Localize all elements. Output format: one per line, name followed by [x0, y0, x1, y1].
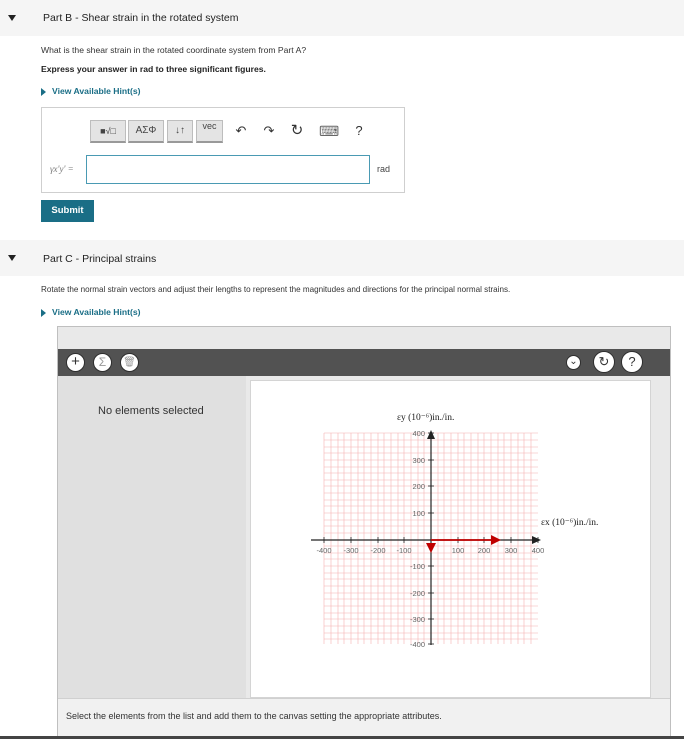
x-tick-label: -400 — [316, 546, 332, 555]
canvas-footer — [58, 698, 670, 738]
part-c-title: Part C - Principal strains — [43, 253, 157, 265]
x-strain-arrowhead[interactable] — [491, 535, 501, 545]
expand-triangle-icon — [41, 309, 46, 317]
y-tick-label: 400 — [412, 429, 425, 438]
undo-icon[interactable]: ↶ — [235, 123, 247, 138]
y-tick-label: 100 — [412, 509, 425, 518]
help-icon[interactable]: ? — [355, 123, 363, 138]
unit-label: rad — [377, 164, 391, 174]
x-tick-label: 100 — [451, 546, 465, 555]
part-b-title: Part B - Shear strain in the rotated system — [43, 12, 239, 24]
y-strain-arrowhead[interactable] — [426, 543, 436, 553]
answer-input[interactable] — [86, 155, 370, 184]
footer-instruction: Select the elements from the list and add them to the canvas setting the appropriate attributes. — [66, 711, 442, 721]
y-axis-label: εy (10⁻⁶)in./in. — [397, 413, 455, 423]
part-b-header[interactable] — [0, 0, 684, 36]
y-tick-label: -400 — [409, 640, 425, 649]
x-tick-label: 400 — [531, 546, 545, 555]
gamma-label: γx'y' = — [50, 164, 74, 174]
templates-button[interactable]: ■√□ — [90, 120, 126, 143]
y-tick-label: -200 — [409, 589, 425, 598]
hint-link-label: View Available Hint(s) — [52, 307, 141, 317]
submit-button[interactable]: Submit — [41, 200, 94, 222]
reset-icon[interactable]: ↻ — [290, 122, 304, 139]
sigma-icon[interactable]: Σ — [93, 353, 112, 372]
vec-button[interactable]: vec — [196, 120, 223, 143]
collapse-triangle-icon[interactable] — [8, 255, 16, 261]
x-tick-label: -200 — [370, 546, 386, 555]
y-tick-label: 200 — [412, 482, 425, 491]
y-tick-label: -100 — [409, 562, 425, 571]
part-b-hint-link[interactable] — [41, 86, 141, 96]
part-c-header[interactable] — [0, 240, 684, 276]
reset-icon[interactable]: ↻ — [593, 351, 615, 373]
x-tick-label: -300 — [343, 546, 359, 555]
arrows-button[interactable]: ↓↑ — [167, 120, 193, 143]
keyboard-icon[interactable]: ⌨ — [319, 123, 340, 139]
chevron-down-icon[interactable]: ⌄ — [566, 355, 581, 370]
collapse-triangle-icon[interactable] — [8, 15, 16, 21]
add-icon[interactable]: + — [66, 353, 85, 372]
part-b-question: What is the shear strain in the rotated coordinate system from Part A? — [41, 45, 307, 55]
drawing-tool — [57, 326, 671, 739]
help-icon[interactable]: ? — [621, 351, 643, 373]
redo-icon[interactable]: ↷ — [263, 123, 275, 138]
y-tick-label: 300 — [412, 456, 425, 465]
drawing-canvas[interactable] — [250, 380, 651, 698]
strain-graph[interactable] — [251, 381, 650, 697]
greek-symbols-button[interactable]: ΑΣΦ — [128, 120, 164, 143]
hint-link-label: View Available Hint(s) — [52, 86, 141, 96]
x-tick-label: 300 — [504, 546, 518, 555]
y-axis-arrowhead — [427, 430, 435, 439]
x-tick-label: 200 — [477, 546, 491, 555]
expand-triangle-icon — [41, 88, 46, 96]
no-elements-text: No elements selected — [98, 405, 204, 417]
y-tick-label: -300 — [409, 615, 425, 624]
x-axis-label: εx (10⁻⁶)in./in. — [541, 518, 599, 528]
element-list-panel — [58, 376, 246, 698]
x-axis-arrowhead — [532, 536, 541, 544]
part-b-instruction: Express your answer in rad to three significant figures. — [41, 64, 266, 74]
x-tick-label: -100 — [396, 546, 412, 555]
tool-bar — [58, 349, 670, 376]
part-c-hint-link[interactable] — [41, 307, 141, 317]
trash-icon[interactable]: 🗑 — [120, 353, 139, 372]
part-c-question: Rotate the normal strain vectors and adjust their lengths to represent the magnitudes and directions for the principal normal strains. — [41, 285, 511, 294]
